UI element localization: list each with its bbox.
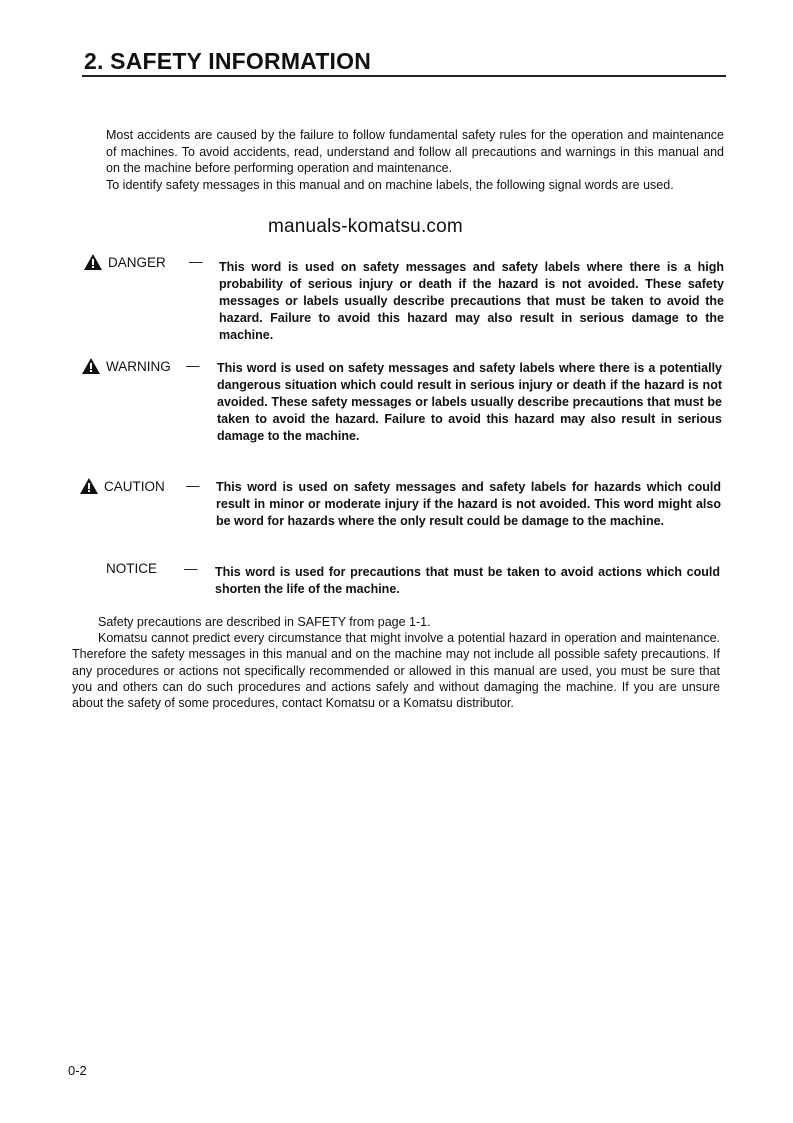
warning-label-group <box>82 358 171 374</box>
warning-triangle-icon <box>80 478 98 494</box>
notice-label-group <box>106 561 157 576</box>
warning-triangle-icon <box>84 254 102 270</box>
warning-label: WARNING <box>106 358 171 374</box>
warning-dash: — <box>186 358 200 373</box>
intro-section <box>106 127 724 193</box>
danger-dash: — <box>189 254 203 269</box>
warning-description: This word is used on safety messages and safety labels where there is a potentially dangerous situation which could result in serious injury or death if the hazard is not avoided. These safety messages or labels usually describe precautions that must be taken to avoid the hazard. Failure to avoid this hazard may also result in serious damage to the machine. <box>217 361 722 443</box>
page-title: 2. SAFETY INFORMATION <box>84 48 372 74</box>
caution-description: This word is used on safety messages and safety labels for hazards which could result in minor or moderate injury if the hazard is not avoided. This word might also be word for hazards where the only result could be damage to the machine. <box>216 480 721 528</box>
page-number: 0-2 <box>68 1063 87 1078</box>
watermark-text: manuals-komatsu.com <box>268 216 463 237</box>
caution-label-group <box>80 478 165 494</box>
outro-paragraph-2: Komatsu cannot predict every circumstance that might involve a potential hazard in operation and maintenance. Therefore the safety messages in this manual and on the machine may not include all possible safety precautions. If any procedures or actions not specifically recommended or allowed in this manual are used, you must be sure that you and others can do such procedures and actions safely and without damaging the machine. If you are unsure about the safety of some procedures, contact Komatsu or a Komatsu distributor. <box>72 631 720 711</box>
notice-label: NOTICE <box>106 561 158 576</box>
notice-dash: — <box>184 561 198 576</box>
danger-label: DANGER <box>108 254 166 270</box>
intro-paragraph-2: To identify safety messages in this manual and on machine labels, the following signal words are used. <box>106 177 674 192</box>
notice-description: This word is used for precautions that must be taken to avoid actions which could shorten the life of the machine. <box>215 565 720 596</box>
outro-paragraph-1: Safety precautions are described in SAFETY from page 1-1. <box>98 615 431 629</box>
caution-dash: — <box>186 478 200 493</box>
title-underline <box>82 75 726 77</box>
danger-label-group <box>84 254 166 270</box>
intro-paragraph-1: Most accidents are caused by the failure to follow fundamental safety rules for the operation and maintenance of machines. To avoid accidents, read, understand and follow all precautions and warnings in this manual and on the machine before performing operation and maintenance. <box>106 128 724 175</box>
outro-section <box>72 614 720 711</box>
danger-description: This word is used on safety messages and safety labels where there is a high probability of serious injury or death if the hazard is not avoided. These safety messages or labels usually describe precautions that must be taken to avoid the hazard. Failure to avoid this hazard may also result in serious damage to the machine. <box>219 260 724 342</box>
caution-label: CAUTION <box>104 478 165 494</box>
warning-triangle-icon <box>82 358 100 374</box>
